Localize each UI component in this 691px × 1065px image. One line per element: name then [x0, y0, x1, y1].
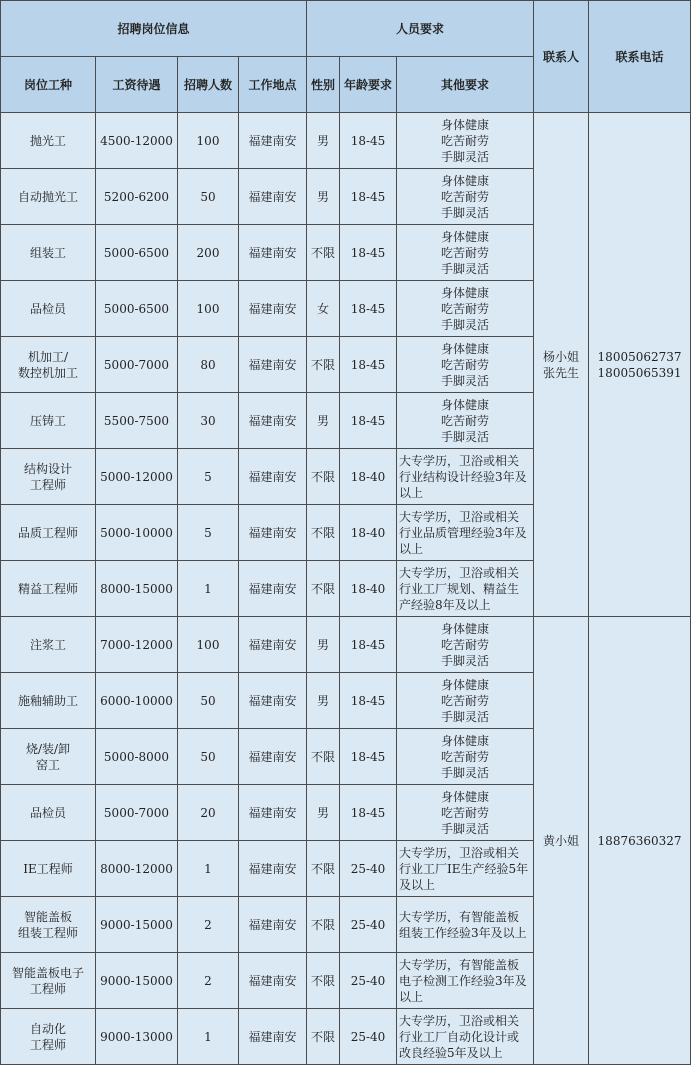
- contact-person-cell: 黄小姐: [534, 617, 589, 1065]
- count-cell: 50: [178, 169, 239, 225]
- gender-cell: 不限: [307, 729, 340, 785]
- count-cell: 1: [178, 561, 239, 617]
- header-job-info: 招聘岗位信息: [1, 1, 307, 57]
- age-cell: 25-40: [340, 897, 397, 953]
- salary-cell: 5000-7000: [96, 785, 178, 841]
- salary-cell: 5200-6200: [96, 169, 178, 225]
- col-other: 其他要求: [397, 57, 534, 113]
- location-cell: 福建南安: [239, 785, 307, 841]
- salary-cell: 7000-12000: [96, 617, 178, 673]
- col-job: 岗位工种: [1, 57, 96, 113]
- location-cell: 福建南安: [239, 449, 307, 505]
- job-cell: IE工程师: [1, 841, 96, 897]
- count-cell: 2: [178, 897, 239, 953]
- col-age: 年龄要求: [340, 57, 397, 113]
- other-requirements-cell: 身体健康 吃苦耐劳 手脚灵活: [397, 225, 534, 281]
- age-cell: 18-45: [340, 393, 397, 449]
- location-cell: 福建南安: [239, 953, 307, 1009]
- other-requirements-cell: 身体健康 吃苦耐劳 手脚灵活: [397, 729, 534, 785]
- other-requirements-cell: 身体健康 吃苦耐劳 手脚灵活: [397, 673, 534, 729]
- other-requirements-cell: 大专学历，有智能盖板 电子检测工作经验3年及 以上: [397, 953, 534, 1009]
- age-cell: 25-40: [340, 841, 397, 897]
- gender-cell: 男: [307, 169, 340, 225]
- age-cell: 18-45: [340, 617, 397, 673]
- job-cell: 品质工程师: [1, 505, 96, 561]
- age-cell: 18-45: [340, 337, 397, 393]
- age-cell: 25-40: [340, 953, 397, 1009]
- salary-cell: 5000-10000: [96, 505, 178, 561]
- salary-cell: 4500-12000: [96, 113, 178, 169]
- header-person-requirements: 人员要求: [307, 1, 534, 57]
- count-cell: 20: [178, 785, 239, 841]
- count-cell: 50: [178, 729, 239, 785]
- salary-cell: 8000-15000: [96, 561, 178, 617]
- location-cell: 福建南安: [239, 113, 307, 169]
- contact-person-cell: 杨小姐 张先生: [534, 113, 589, 617]
- salary-cell: 5000-12000: [96, 449, 178, 505]
- gender-cell: 不限: [307, 337, 340, 393]
- table-row: [1, 617, 691, 673]
- job-cell: 智能盖板 组装工程师: [1, 897, 96, 953]
- location-cell: 福建南安: [239, 281, 307, 337]
- other-requirements-cell: 身体健康 吃苦耐劳 手脚灵活: [397, 393, 534, 449]
- location-cell: 福建南安: [239, 1009, 307, 1065]
- gender-cell: 不限: [307, 841, 340, 897]
- job-cell: 压铸工: [1, 393, 96, 449]
- job-cell: 烧/装/卸 窑工: [1, 729, 96, 785]
- salary-cell: 8000-12000: [96, 841, 178, 897]
- location-cell: 福建南安: [239, 337, 307, 393]
- age-cell: 18-45: [340, 281, 397, 337]
- location-cell: 福建南安: [239, 561, 307, 617]
- count-cell: 2: [178, 953, 239, 1009]
- header-row-groups: [1, 1, 691, 57]
- job-cell: 抛光工: [1, 113, 96, 169]
- count-cell: 100: [178, 113, 239, 169]
- count-cell: 100: [178, 281, 239, 337]
- col-location: 工作地点: [239, 57, 307, 113]
- header-contact: 联系人: [534, 1, 589, 113]
- age-cell: 18-45: [340, 785, 397, 841]
- gender-cell: 女: [307, 281, 340, 337]
- other-requirements-cell: 大专学历，卫浴或相关 行业工厂IE生产经验5年 及以上: [397, 841, 534, 897]
- other-requirements-cell: 大专学历，卫浴或相关 行业工厂自动化设计或 改良经验5年及以上: [397, 1009, 534, 1065]
- other-requirements-cell: 身体健康 吃苦耐劳 手脚灵活: [397, 113, 534, 169]
- age-cell: 18-45: [340, 225, 397, 281]
- other-requirements-cell: 身体健康 吃苦耐劳 手脚灵活: [397, 169, 534, 225]
- contact-phone-cell: 18876360327: [589, 617, 691, 1065]
- gender-cell: 不限: [307, 897, 340, 953]
- table-row: [1, 113, 691, 169]
- location-cell: 福建南安: [239, 841, 307, 897]
- count-cell: 200: [178, 225, 239, 281]
- job-cell: 精益工程师: [1, 561, 96, 617]
- location-cell: 福建南安: [239, 897, 307, 953]
- job-cell: 结构设计 工程师: [1, 449, 96, 505]
- salary-cell: 9000-13000: [96, 1009, 178, 1065]
- job-cell: 机加工/ 数控机加工: [1, 337, 96, 393]
- gender-cell: 不限: [307, 953, 340, 1009]
- age-cell: 18-40: [340, 505, 397, 561]
- other-requirements-cell: 大专学历，有智能盖板 组装工作经验3年及以上: [397, 897, 534, 953]
- age-cell: 18-45: [340, 113, 397, 169]
- other-requirements-cell: 大专学历，卫浴或相关 行业品质管理经验3年及 以上: [397, 505, 534, 561]
- other-requirements-cell: 大专学历，卫浴或相关 行业工厂规划、精益生 产经验8年及以上: [397, 561, 534, 617]
- count-cell: 50: [178, 673, 239, 729]
- job-cell: 品检员: [1, 281, 96, 337]
- count-cell: 100: [178, 617, 239, 673]
- age-cell: 18-45: [340, 169, 397, 225]
- gender-cell: 不限: [307, 505, 340, 561]
- other-requirements-cell: 大专学历，卫浴或相关 行业结构设计经验3年及 以上: [397, 449, 534, 505]
- job-cell: 施釉辅助工: [1, 673, 96, 729]
- count-cell: 5: [178, 505, 239, 561]
- age-cell: 25-40: [340, 1009, 397, 1065]
- location-cell: 福建南安: [239, 169, 307, 225]
- other-requirements-cell: 身体健康 吃苦耐劳 手脚灵活: [397, 617, 534, 673]
- header-phone: 联系电话: [589, 1, 691, 113]
- job-cell: 自动化 工程师: [1, 1009, 96, 1065]
- job-cell: 智能盖板电子 工程师: [1, 953, 96, 1009]
- other-requirements-cell: 身体健康 吃苦耐劳 手脚灵活: [397, 337, 534, 393]
- count-cell: 1: [178, 1009, 239, 1065]
- col-salary: 工资待遇: [96, 57, 178, 113]
- gender-cell: 男: [307, 393, 340, 449]
- salary-cell: 5000-7000: [96, 337, 178, 393]
- job-cell: 组装工: [1, 225, 96, 281]
- count-cell: 5: [178, 449, 239, 505]
- table-body: [1, 113, 691, 1065]
- gender-cell: 男: [307, 673, 340, 729]
- count-cell: 1: [178, 841, 239, 897]
- gender-cell: 不限: [307, 1009, 340, 1065]
- job-cell: 自动抛光工: [1, 169, 96, 225]
- salary-cell: 9000-15000: [96, 953, 178, 1009]
- salary-cell: 5000-6500: [96, 281, 178, 337]
- salary-cell: 5000-8000: [96, 729, 178, 785]
- gender-cell: 男: [307, 617, 340, 673]
- salary-cell: 9000-15000: [96, 897, 178, 953]
- gender-cell: 男: [307, 113, 340, 169]
- gender-cell: 不限: [307, 561, 340, 617]
- location-cell: 福建南安: [239, 617, 307, 673]
- age-cell: 18-40: [340, 449, 397, 505]
- gender-cell: 男: [307, 785, 340, 841]
- location-cell: 福建南安: [239, 393, 307, 449]
- location-cell: 福建南安: [239, 505, 307, 561]
- other-requirements-cell: 身体健康 吃苦耐劳 手脚灵活: [397, 281, 534, 337]
- location-cell: 福建南安: [239, 729, 307, 785]
- salary-cell: 5500-7500: [96, 393, 178, 449]
- gender-cell: 不限: [307, 225, 340, 281]
- job-cell: 注浆工: [1, 617, 96, 673]
- gender-cell: 不限: [307, 449, 340, 505]
- contact-phone-cell: 18005062737 18005065391: [589, 113, 691, 617]
- location-cell: 福建南安: [239, 225, 307, 281]
- salary-cell: 5000-6500: [96, 225, 178, 281]
- age-cell: 18-45: [340, 673, 397, 729]
- location-cell: 福建南安: [239, 673, 307, 729]
- job-cell: 品检员: [1, 785, 96, 841]
- age-cell: 18-45: [340, 729, 397, 785]
- count-cell: 30: [178, 393, 239, 449]
- salary-cell: 6000-10000: [96, 673, 178, 729]
- count-cell: 80: [178, 337, 239, 393]
- age-cell: 18-40: [340, 561, 397, 617]
- col-count: 招聘人数: [178, 57, 239, 113]
- col-gender: 性别: [307, 57, 340, 113]
- other-requirements-cell: 身体健康 吃苦耐劳 手脚灵活: [397, 785, 534, 841]
